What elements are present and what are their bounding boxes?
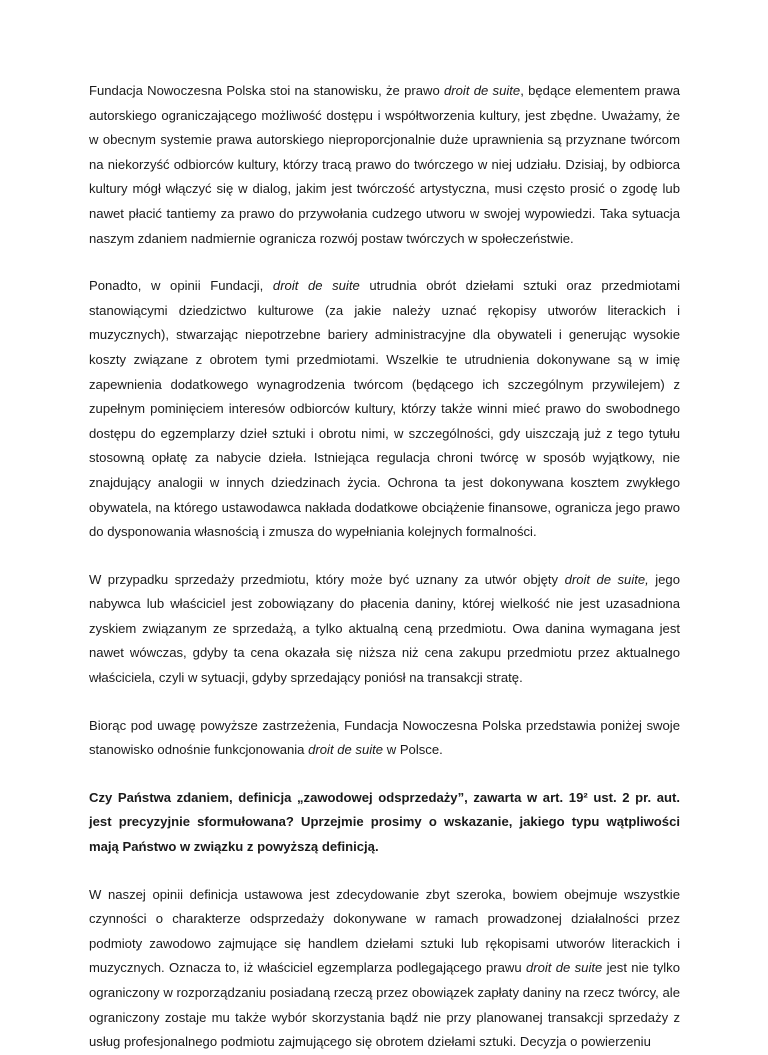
text-segment: Czy Państwa zdaniem, definicja „zawodowej odsprzedaży”, zawarta w art. 19² ust. 2 pr. aut. jest precyzyjnie sformułowana? Uprzejmie prosimy o wskazanie, jakiego typu wątpliwości mają Państwo w związku z powyższą definicją. (89, 789, 680, 855)
document-body (89, 79, 680, 1055)
text-segment: w Polsce. (383, 742, 443, 758)
text-segment: utrudnia obrót dziełami sztuki oraz przedmiotami stanowiącymi dziedzictwo kulturowe (za jakie należy uznać rękopisy utworów literackich i muzycznych), stwarzając niepotrzebne bariery administracyjne dla obywateli i generując wysokie koszty związane z obrotem tymi przedmiotami. Wszelkie te utrudnienia dokonywane są w imię zapewnienia dodatkowego wynagrodzenia twórcom (będącego ich szczególnym przywilejem) z zupełnym pominięciem interesów odbiorców kultury, którzy także winni mieć prawo do swobodnego dostępu do egzemplarzy dzieł sztuki i obrotu nimi, w szczególności, gdy uiszczają już z tego tytułu stosowną opłatę za nabycie dzieła. Istniejąca regulacja chroni twórcę w sposób wyjątkowy, nie znajdujący analogii w innych dziedzinach życia. Ochrona ta jest dokonywana kosztem zwykłego obywatela, na którego ustawodawca nakłada dodatkowe obciążenie finansowe, ogranicza jego prawo do dysponowania własnością i zmusza do wypełniania kolejnych formalności. (89, 278, 680, 540)
text-segment: jest nie tylko ograniczony w rozporządzaniu posiadaną rzeczą przez obowiązek zapłaty daniny na rzecz twórcy, ale ograniczony zostaje mu także wybór skorzystania bądź nie przy planowanej transakcji sprzedaży z usług profesjonalnego podmiotu zajmującego się obrotem dziełami sztuki. Decyzja o powierzeniu (89, 960, 681, 1050)
text-segment: Biorąc pod uwagę powyższe zastrzeżenia, Fundacja Nowoczesna Polska przedstawia poniżej swoje stanowisko odnośnie funkcjonowania (89, 717, 680, 758)
italic-term: droit de suite (272, 278, 360, 294)
italic-term: droit de suite, (564, 571, 649, 587)
text-segment: W przypadku sprzedaży przedmiotu, który może być uznany za utwór objęty (89, 571, 565, 587)
text-segment: jego nabywca lub właściciel jest zobowiązany do płacenia daniny, której wielkość nie jest uzasadniona zyskiem związanym ze sprzedażą, a tylko aktualną ceną przedmiotu. Owa danina wymagana jest nawet wówczas, gdyby ta cena okazała się niższa niż cena zakupu przedmiotu przez aktualnego właściciela, czyli w sytuacji, gdyby sprzedający poniósł na transakcji stratę. (89, 571, 680, 686)
paragraph (89, 79, 680, 251)
question-heading (89, 786, 680, 860)
italic-term: droit de suite (308, 742, 384, 758)
text-segment: Ponadto, w opinii Fundacji, (89, 278, 273, 294)
text-segment: , będące elementem prawa autorskiego ograniczającego możliwość dostępu i współtworzenia kultury, jest zbędne. Uważamy, że w obecnym systemie prawa autorskiego nieproporcjonalnie duże uprawnienia są przyznane twórcom na niekorzyść odbiorców kultury, którzy tracą prawo do twórczego w niej udziału. Dzisiaj, by odbiorca kultury mógł włączyć się w dialog, jakim jest twórczość artystyczna, musi często prosić o zgodę lub nawet płacić tantiemy za prawo do przywołania cudzego utworu w swojej wypowiedzi. Taka sytuacja naszym zdaniem nadmiernie ogranicza rozwój postaw twórczych w społeczeństwie. (89, 83, 680, 246)
text-segment: Fundacja Nowoczesna Polska stoi na stanowisku, że prawo (89, 83, 444, 98)
italic-term: droit de suite (444, 83, 521, 98)
paragraph (89, 714, 680, 763)
italic-term: droit de suite (525, 960, 603, 976)
paragraph (89, 883, 680, 1055)
paragraph (89, 568, 680, 691)
text-segment: W naszej opinii definicja ustawowa jest zdecydowanie zbyt szeroka, bowiem obejmuje wszystkie czynności o charakterze odsprzedaży dokonywane w ramach prowadzonej działalności przez podmioty zawodowo zajmujące się handlem dziełami sztuki lub rękopisami utworów literackich i muzycznych. Oznacza to, iż właściciel egzemplarza podlegającego prawu (89, 886, 680, 976)
paragraph (89, 274, 680, 545)
